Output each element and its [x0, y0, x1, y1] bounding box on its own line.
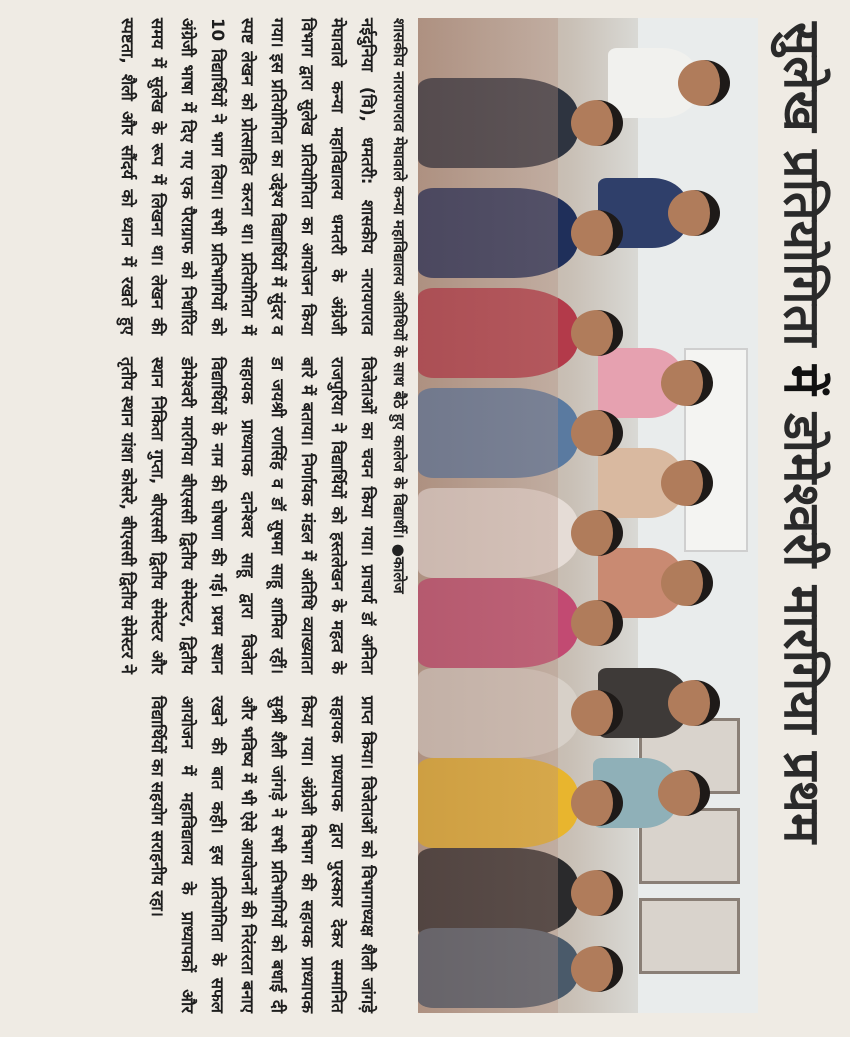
photo-person-head	[661, 360, 713, 406]
photo-person-head	[658, 770, 710, 816]
photo-person-head	[668, 680, 720, 726]
headline	[766, 22, 838, 1012]
photo-person-head	[571, 780, 623, 826]
article-dateline: नईदुनिया (वि), धमतरी:	[358, 18, 377, 185]
photo-frame	[639, 898, 740, 974]
photo-person-head	[668, 190, 720, 236]
photo-table	[418, 18, 558, 1013]
photo-person-head	[571, 600, 623, 646]
photo-person-head	[571, 690, 623, 736]
photo-person-head	[661, 460, 713, 506]
photo-person-head	[571, 410, 623, 456]
photo-person-head	[661, 560, 713, 606]
headline-rest: डोमेश्वरी मारगिया प्रथम	[773, 413, 831, 844]
photo-person-head	[571, 100, 623, 146]
photo-person-head	[571, 310, 623, 356]
article-body-text: शासकीय नारायणराव मेघावाले कन्या महाविद्यालय धमतरी के अंग्रेजी विभाग द्वारा सुलेख प्रतियोगिता का आयोजन किया गया। इस प्रतियोगिता का उद्देश्य विद्यार्थियों में सुंदर व स्पष्ट लेखन को प्रोत्साहित करना था। प्रतियोगिता में 10 विद्यार्थियों ने भाग लिया। सभी प्रतिभागियों को अंग्रेजी भाषा में दिए गए एक पैराग्राफ को निर्धारित समय में सुलेख के रूप में लिखना था। लेखन की स्पष्टता, शैली और सौंदर्य को ध्यान में रखते हुए विजेताओं का चयन किया गया। प्राचार्य डॉ अनिता राजपुरिया ने विद्यार्थियों को हस्तलेखन के महत्व के बारे में बताया। निर्णायक मंडल में अतिथि व्याख्याता डा जयश्री रणसिंह व डॉ सुषमा साहू शामिल रहीं। सहायक प्राध्यापक दानेश्वर साहू द्वारा विजेता विद्यार्थियों के नाम की घोषणा की गई। प्रथम स्थान डोमेश्वरी मारगिया बीएससी द्वितीय सेमेस्टर, द्वितीय स्थान निकिता गुप्ता, बीएससी द्वितीय सेमेस्टर और तृतीय स्थान यांशा कोसरे, बीएससी द्वितीय सेमेस्टर ने प्राप्त किया। विजेताओं को विभागाध्यक्ष शैली जांगड़े सहायक प्राध्यापक द्वारा पुरस्कार देकर सम्मानित किया गया। अंग्रेजी विभाग की सहायक प्राध्यापक सुश्री शैली जांगड़े ने सभी प्रतिभागियों को बधाई दी और भविष्य में भी ऐसे आयोजनों की निरंतरता बनाए रखने की बात कही। इस प्रतियोगिता के सफल आयोजन में महाविद्यालय के प्राध्यापकों और विद्यार्थियों का सहयोग सराहनीय रहा।	[118, 18, 377, 1013]
headline-main: सुलेख प्रतियोगिता	[773, 22, 831, 347]
photo-person-head	[678, 60, 730, 106]
photo-person-head	[571, 210, 623, 256]
article-body	[12, 18, 382, 1013]
headline-emph: में	[773, 346, 831, 414]
photo-person-head	[571, 946, 623, 992]
photo-person-head	[571, 510, 623, 556]
photo-caption: शासकीय नारायणराव मेघावाले कन्या महाविद्यालय अतिथियों के साथ बैठे हुए कालेज के विद्यार्थी। ●कालेज	[390, 18, 408, 594]
article-paragraph	[112, 18, 382, 1013]
photo-person-head	[571, 870, 623, 916]
group-photo	[418, 18, 758, 1013]
